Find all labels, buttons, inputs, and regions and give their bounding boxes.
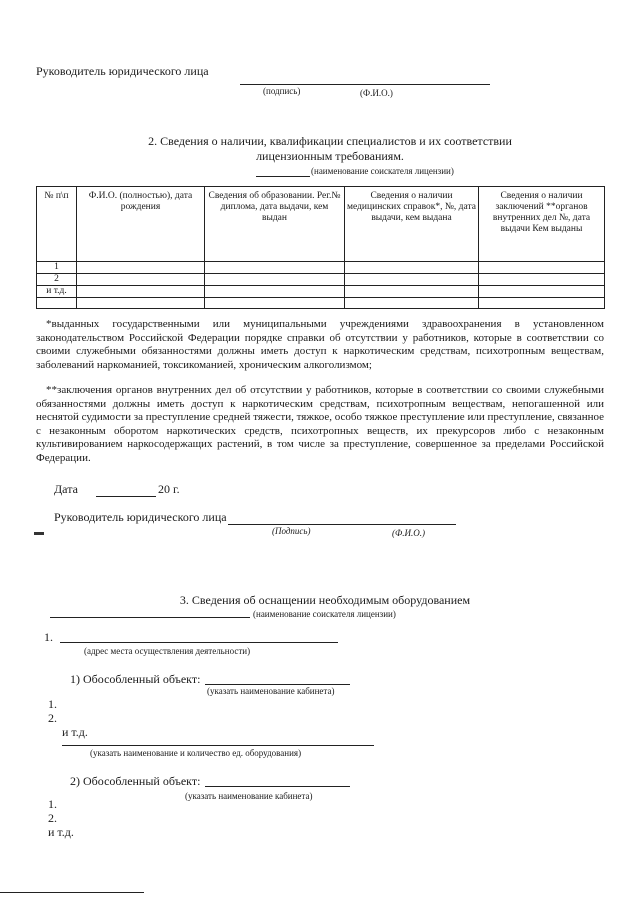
signature-line xyxy=(240,84,490,85)
table-row xyxy=(37,286,605,298)
date-year: 20 г. xyxy=(158,482,180,496)
section3-title: 3. Сведения об оснащении необходимым оборудованием xyxy=(179,593,471,607)
col-header-police: Сведения о наличии заключений **органов внутренних дел №, дата выдачи Кем выданы xyxy=(479,187,605,262)
applicant-line xyxy=(256,176,310,177)
row-num xyxy=(37,298,77,309)
list-item: 2. xyxy=(48,711,57,725)
cabinet-line-1 xyxy=(205,684,350,685)
section2-title-line2: лицензионным требованиям. xyxy=(256,149,404,163)
sign-caption: (подпись) xyxy=(263,86,301,96)
scan-mark xyxy=(34,532,44,535)
date-line xyxy=(96,496,156,497)
list-item: и т.д. xyxy=(48,825,74,839)
table-row xyxy=(37,298,605,309)
col-header-fio: Ф.И.О. (полностью), дата рождения xyxy=(77,187,205,262)
list-item: 2. xyxy=(48,811,57,825)
cabinet-caption-2: (указать наименование кабинета) xyxy=(185,791,313,801)
list-item: 1. xyxy=(48,797,57,811)
fio-caption: (Ф.И.О.) xyxy=(360,88,393,98)
footnote-police xyxy=(36,384,604,466)
cabinet-caption-1: (указать наименование кабинета) xyxy=(207,686,335,696)
col-header-education: Сведения об образовании. Рег.№ диплома, дата выдачи, кем выдан xyxy=(205,187,345,262)
table-row xyxy=(37,274,605,286)
cabinet-line-2 xyxy=(205,786,350,787)
specialists-table xyxy=(36,186,605,309)
list-item: 1. xyxy=(48,697,57,711)
section2-title-line1: 2. Сведения о наличии, квалификации специалистов и их соответствии xyxy=(148,134,512,148)
address-caption: (адрес места осуществления деятельности) xyxy=(84,646,251,656)
applicant-caption-3: (наименование соискателя лицензии) xyxy=(253,609,396,619)
object2-label: 2) Обособленный объект: xyxy=(70,774,201,788)
footnote-medical xyxy=(36,318,604,372)
list-item: и т.д. xyxy=(62,725,88,739)
head-label-2: Руководитель юридического лица xyxy=(54,510,227,524)
col-header-num: № п\п xyxy=(37,187,77,262)
applicant-caption: (наименование соискателя лицензии) xyxy=(311,166,454,176)
signature-line-2 xyxy=(228,524,456,525)
equipment-line xyxy=(62,745,374,746)
row-num: 2 xyxy=(37,274,77,286)
date-label: Дата xyxy=(54,482,78,496)
object1-label: 1) Обособленный объект: xyxy=(70,672,201,686)
row-num: 1 xyxy=(37,262,77,274)
footnote-medical-text: *выданных государственными или муниципальными учреждениями здравоохранения в установленном законодательством Российской Федерации порядке справки об отсутствии у работников, которые в соответствии со своими служебными обязанностями должны иметь доступ к наркотическим средствам, психотропным веществам, заболеваний наркоманией, токсикоманией, хроническим алкоголизмом; xyxy=(36,318,604,371)
fio-caption-2: (Ф.И.О.) xyxy=(392,528,425,538)
row-num: и т.д. xyxy=(37,286,77,298)
table-row xyxy=(37,262,605,274)
applicant-line-3 xyxy=(50,617,250,618)
address-line xyxy=(60,642,338,643)
head-label: Руководитель юридического лица xyxy=(36,64,209,78)
col-header-medical: Сведения о наличии медицинских справок*, №, дата выдачи, кем выдана xyxy=(345,187,479,262)
equipment-caption: (указать наименование и количество ед. оборудования) xyxy=(90,748,302,758)
sign-caption-2: (Подпись) xyxy=(272,526,311,536)
page-footer-line xyxy=(0,892,144,893)
footnote-police-text: **заключения органов внутренних дел об отсутствии у работников, которые в соответствии со своими служебными обязанностями должны иметь доступ к наркотическим средствам, психотропным веществам, непогашенной или неснятой судимости за преступление средней тяжести, тяжкое, особо тяжкое преступление или преступление, связанное с незаконным оборотом наркотических средств, психотропных веществ, их прекурсоров либо с незаконным культивированием наркосодержащих растений, в том числе за преступление, совершенное за пределами Российской Федерации. xyxy=(36,384,604,464)
address-num: 1. xyxy=(44,630,53,644)
